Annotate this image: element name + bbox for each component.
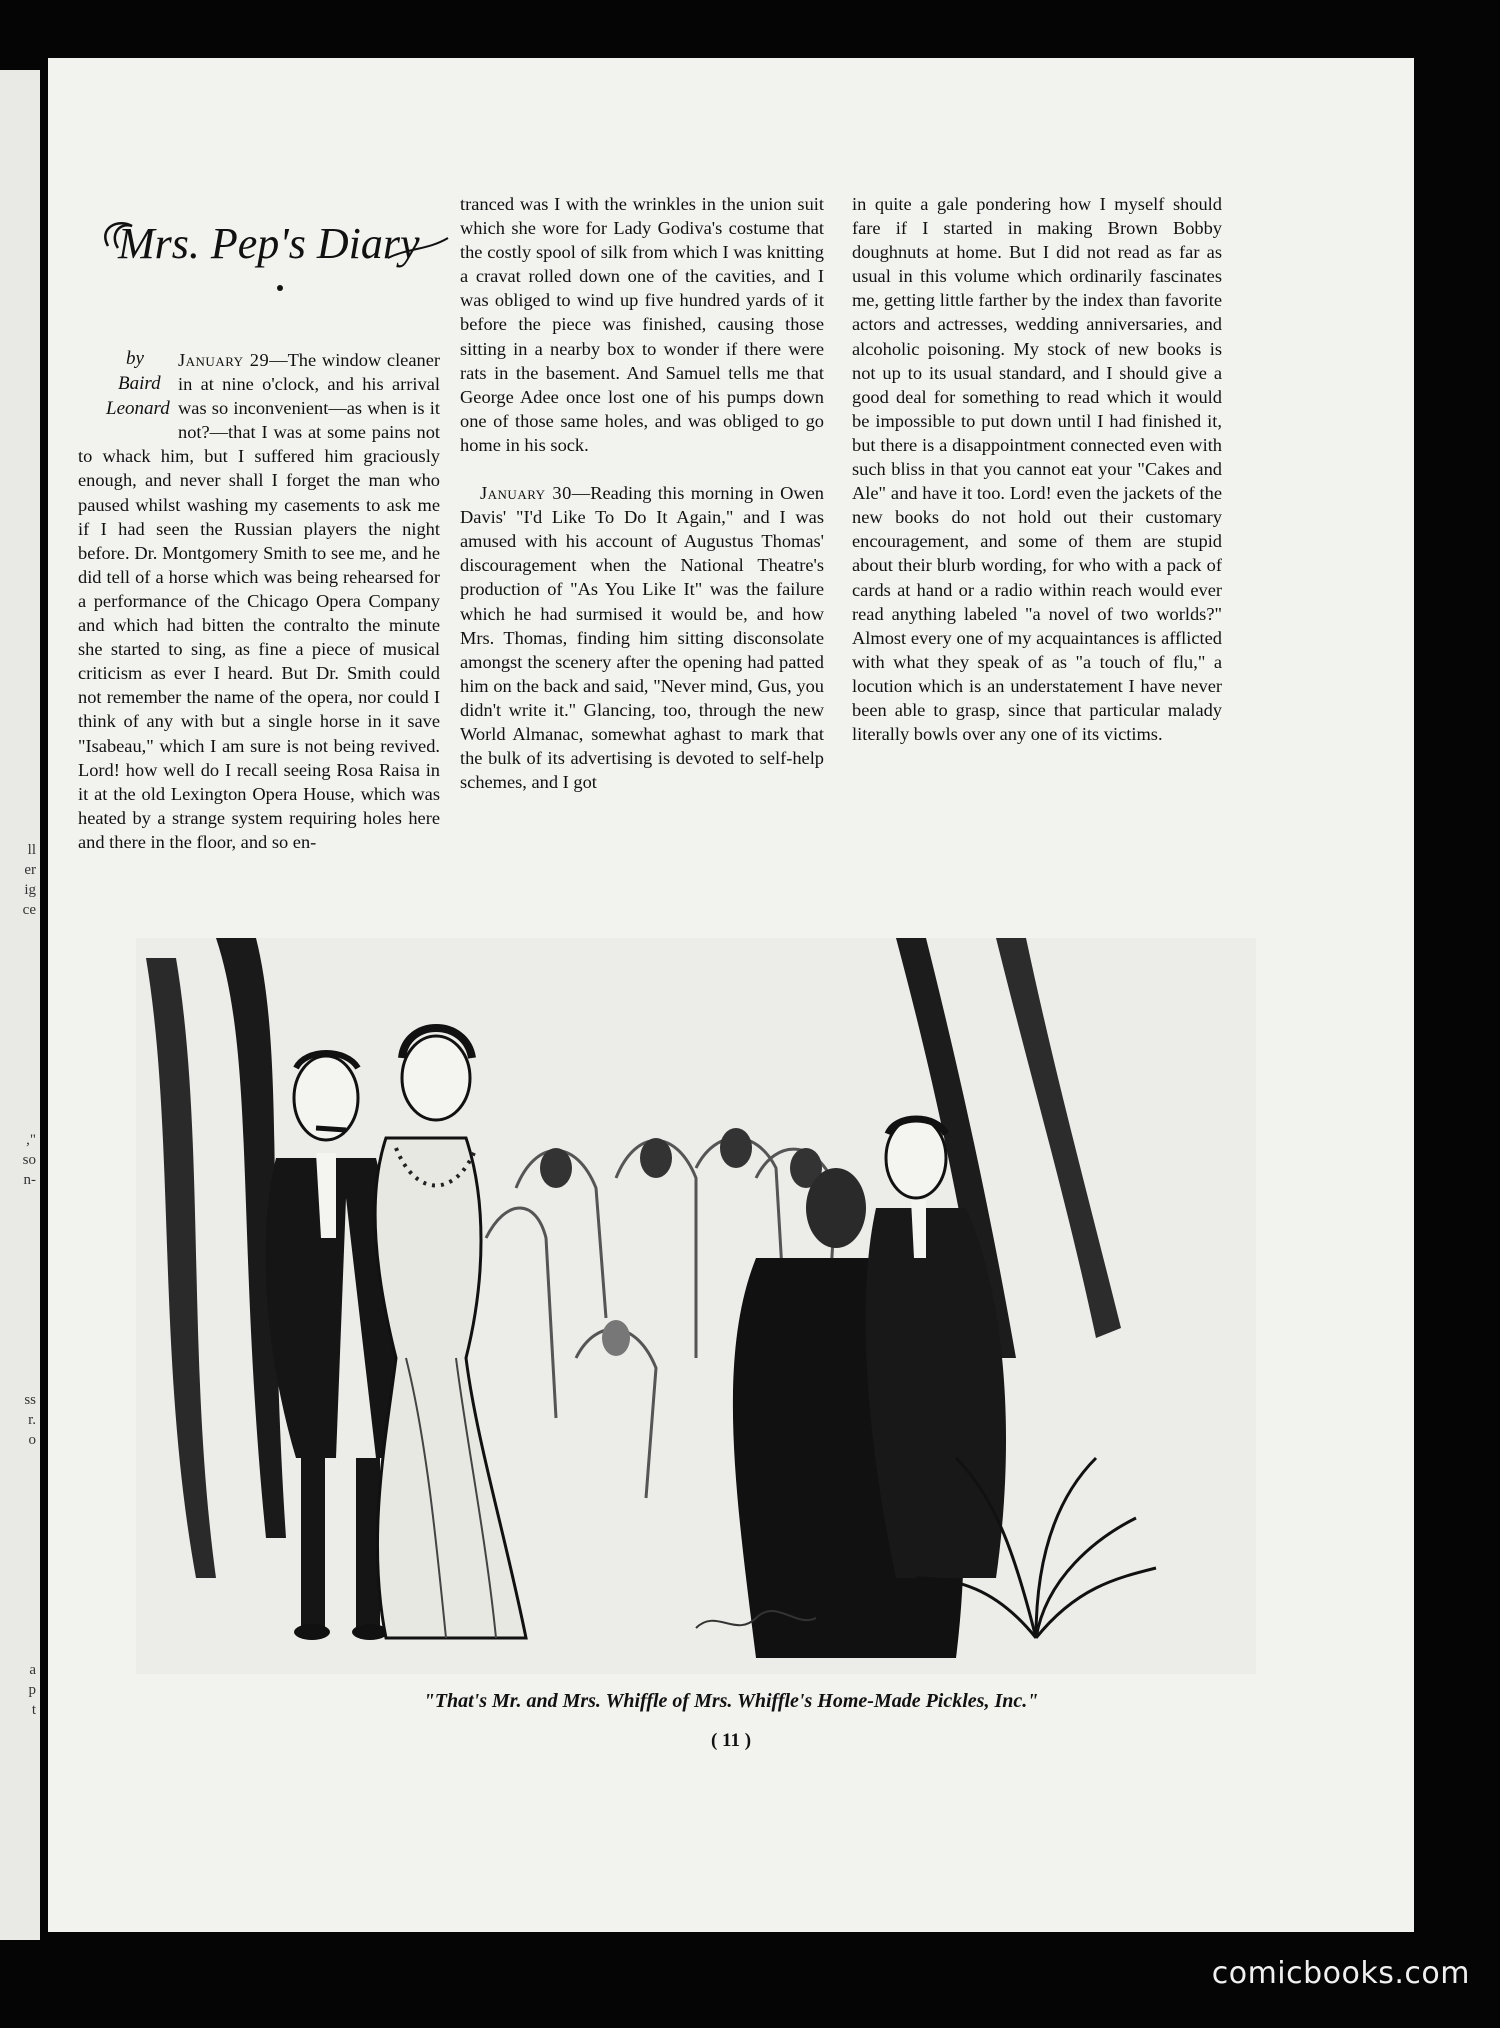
byline-by: by	[126, 348, 144, 369]
entry-text: in quite a gale pondering how I myself should fare if I started in making Brown Bobby doughnuts at home. But I did not read as far as usual in this volume which ordinarily fascinates me, getting little farther by the index than favorite actors and actresses, wedding anniversaries, and alcoholic poisoning. My stock of new books is not up to its usual standard, and I should give a good deal for something to read which it would be impossible to put down until I had finished it, but there is a disappointment connected even with such bliss in that you cannot eat your "Cakes and Ale" and have it too. Lord! even the jackets of the new books do not hold out their customary encouragement, and some of them are stupid about their blurb wording, for who with a pack of cards at hand or a radio within reach would ever read anything labeled "a novel of two worlds?" Almost every one of my acquaintances is afflicted with what they speak of as "a touch of flu," a locution which is an understatement I have never been able to grasp, since that particular malady literally bowls over any one of its victims.	[852, 194, 1222, 745]
title-text: Mrs. Pep's Diary	[118, 219, 420, 268]
diary-entry-continued	[460, 192, 824, 457]
spine-fragment: o	[28, 1432, 36, 1448]
diary-entry	[460, 481, 824, 794]
party-illustration	[136, 938, 1256, 1674]
byline-last-name: Leonard	[106, 398, 170, 419]
entry-text: —The window cleaner in at nine o'clock, and his arrival was so inconvenient—as when is it not?—that I was at some pains not to whack him, but I suffered him graciously enough, and never shall I forget the man who paused whilst washing my casements to ask me if I had seen the Russian players the night before. Dr. Montgomery Smith to see me, and he did tell of a horse which was being rehearsed for a performance of the Chicago Opera Company and which had bitten the contralto the minute she started to sing, as fine a piece of musical criticism as ever I heard. But Dr. Smith could not remember the name of the opera, nor could I think of any with but a single horse in it save "Isabeau," which I am sure is not being revived. Lord! how well do I recall seeing Rosa Raisa in it at the old Lexington Opera House, which was heated by a strange system requiring holes here and there in the floor, and so en-	[78, 350, 440, 852]
spine-fragment: er	[24, 862, 36, 878]
spine-fragment: t	[31, 1702, 36, 1718]
spine-fragment: ig	[24, 882, 36, 898]
spine-fragment: a	[29, 1662, 36, 1678]
site-watermark: comicbooks.com	[1211, 1956, 1470, 1991]
text-column-2	[460, 192, 824, 818]
spine-fragment: ce	[22, 902, 36, 918]
spine-fragment: r.	[28, 1412, 36, 1428]
magazine-page	[48, 58, 1414, 1932]
title-script	[88, 188, 468, 298]
diary-entry-continued	[852, 192, 1222, 746]
spine-fragment: ll	[27, 842, 36, 858]
spine-fragment: n-	[23, 1172, 36, 1188]
text-column-1	[78, 348, 440, 878]
illustration-drawing	[136, 938, 1256, 1674]
illustration-caption: "That's Mr. and Mrs. Whiffle of Mrs. Whiffle's Home-Made Pickles, Inc."	[423, 1690, 1039, 1712]
page-number: ( 11 )	[710, 1730, 752, 1751]
entry-date: January 30	[480, 483, 572, 504]
entry-text: —Reading this morning in Owen Davis' "I'd Like To Do It Again," and I was amused with his account of Augustus Thomas' discouragement when the National Theatre's production of "As You Like It" was the failure which he had surmised it would be, and how Mrs. Thomas, finding him sitting disconsolate amongst the scenery after the opening had patted him on the back and said, "Never mind, Gus, you didn't write it." Glancing, too, through the new World Almanac, somewhat aghast to mark that the bulk of its advertising is devoted to self-help schemes, and I got	[460, 483, 824, 793]
entry-text: tranced was I with the wrinkles in the union suit which she wore for Lady Godiva's costume that the costly spool of silk from which I was knitting a cravat rolled down one of the cavities, and I was obliged to wind up five hundred yards of it before the piece was finished, causing those sitting in a nearby box to wonder if there were rats in the basement. And Samuel tells me that George Adee once lost one of his pumps down one of those same holes, and was obliged to go home in his sock.	[460, 194, 824, 455]
spine-fragment: ,"	[26, 1132, 36, 1148]
entry-date: January 29	[178, 350, 270, 370]
text-column-3	[852, 192, 1222, 770]
spine-fragment: ss	[24, 1392, 36, 1408]
adjacent-page-edge	[0, 70, 40, 1940]
byline-first-name: Baird	[118, 373, 161, 394]
spine-fragment: so	[22, 1152, 36, 1168]
adjacent-page-fragments	[0, 70, 40, 1940]
spine-fragment: p	[28, 1682, 36, 1698]
article-title	[88, 188, 468, 298]
